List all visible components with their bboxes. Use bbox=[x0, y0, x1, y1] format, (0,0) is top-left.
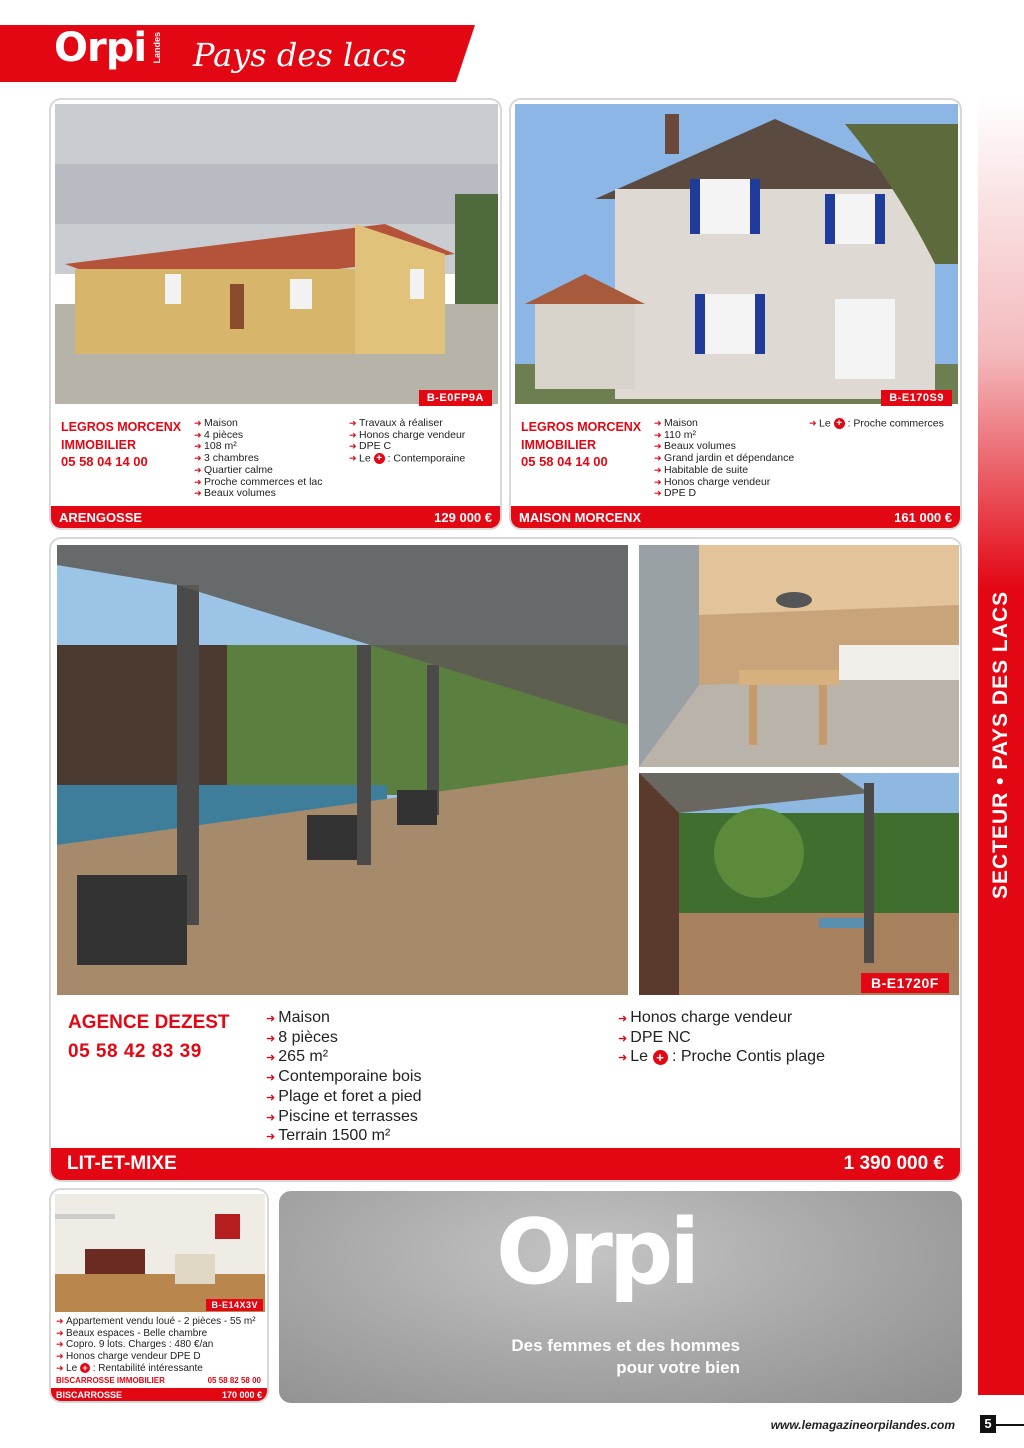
listing-photo-interior bbox=[639, 545, 959, 767]
feature-item: ➜ 8 pièces bbox=[266, 1029, 422, 1049]
listing-card-biscarrosse[interactable] bbox=[49, 1188, 269, 1403]
feature-list bbox=[266, 1009, 422, 1147]
agency-name: AGENCE DEZEST bbox=[68, 1012, 230, 1033]
listing-photo-garden bbox=[639, 773, 959, 995]
feature-item: ➜ Terrain 1500 m² bbox=[266, 1127, 422, 1147]
agency-phone[interactable]: 05 58 82 58 00 bbox=[207, 1376, 261, 1385]
plus-feature bbox=[56, 1363, 256, 1375]
feature-item: ➜ Honos charge vendeur bbox=[618, 1009, 825, 1029]
listing-price: 1 390 000 € bbox=[843, 1153, 944, 1174]
feature-list-2 bbox=[349, 418, 465, 465]
feature-item: ➜ Travaux à réaliser bbox=[349, 418, 465, 430]
feature-item: ➜ Maison bbox=[654, 418, 794, 430]
footer-url[interactable]: www.lemagazineorpilandes.com bbox=[770, 1418, 955, 1432]
listing-photo bbox=[55, 104, 498, 404]
listing-card-morcenx[interactable] bbox=[509, 98, 962, 530]
feature-item: ➜ Maison bbox=[266, 1009, 422, 1029]
promo-tagline bbox=[440, 1335, 740, 1379]
feature-item: ➜ Habitable de suite bbox=[654, 465, 794, 477]
plus-label: Le bbox=[359, 452, 371, 465]
feature-item: ➜ 110 m² bbox=[654, 430, 794, 442]
feature-item: ➜ Beaux volumes bbox=[654, 441, 794, 453]
feature-item: ➜ Quartier calme bbox=[194, 465, 323, 477]
listing-location: MAISON MORCENX bbox=[519, 509, 642, 525]
listing-photo-main bbox=[57, 545, 628, 995]
page-number: 5 bbox=[980, 1415, 996, 1433]
feature-item: ➜ Honos charge vendeur DPE D bbox=[56, 1351, 256, 1363]
agency-phone[interactable]: 05 58 42 83 39 bbox=[68, 1041, 202, 1062]
reference-badge: B-E170S9 bbox=[881, 390, 952, 406]
logo-region: Landes bbox=[152, 32, 162, 64]
feature-item: ➜ Maison bbox=[194, 418, 323, 430]
listing-location: LIT-ET-MIXE bbox=[67, 1153, 177, 1174]
feature-item: ➜ 108 m² bbox=[194, 441, 323, 453]
listing-photo bbox=[515, 104, 958, 404]
feature-list bbox=[654, 418, 794, 500]
feature-list-2 bbox=[618, 1009, 825, 1068]
footer-rule bbox=[996, 1424, 1024, 1426]
feature-list-2 bbox=[809, 418, 944, 430]
feature-list bbox=[194, 418, 323, 500]
promo-tagline-line-1: Des femmes et des hommes bbox=[511, 1336, 740, 1355]
listing-card-lit-et-mixe[interactable] bbox=[49, 537, 962, 1182]
agency-phone[interactable]: 05 58 04 14 00 bbox=[61, 454, 148, 469]
plus-label: Le bbox=[630, 1048, 649, 1066]
plus-icon: + bbox=[653, 1050, 668, 1065]
plus-feature bbox=[618, 1048, 825, 1068]
feature-item: ➜ Honos charge vendeur bbox=[349, 430, 465, 442]
plus-feature bbox=[349, 453, 465, 465]
feature-item: ➜ Plage et foret a pied bbox=[266, 1088, 422, 1108]
listing-footer bbox=[51, 506, 500, 528]
orpi-logo: Orpi bbox=[54, 25, 147, 71]
listing-price: 161 000 € bbox=[894, 509, 952, 525]
feature-item: ➜ Beaux volumes bbox=[194, 488, 323, 500]
listing-footer bbox=[51, 1148, 960, 1180]
listing-card-arengosse[interactable] bbox=[49, 98, 502, 530]
plus-label: Le bbox=[66, 1362, 78, 1374]
plus-icon: + bbox=[80, 1363, 90, 1373]
plus-text: : Proche commerces bbox=[847, 417, 944, 430]
feature-item: ➜ DPE D bbox=[654, 488, 794, 500]
plus-feature bbox=[809, 418, 944, 430]
feature-item: ➜ Honos charge vendeur bbox=[654, 477, 794, 489]
plus-icon: + bbox=[834, 418, 845, 429]
feature-item: ➜ 265 m² bbox=[266, 1048, 422, 1068]
reference-badge: B-E0FP9A bbox=[419, 390, 492, 406]
feature-item: ➜ 3 chambres bbox=[194, 453, 323, 465]
listing-price: 170 000 € bbox=[221, 1389, 262, 1400]
page-title: Pays des lacs bbox=[193, 36, 407, 74]
agency-name: BISCARROSSE IMMOBILIER bbox=[56, 1376, 165, 1385]
promo-tagline-line-2: pour votre bien bbox=[616, 1358, 740, 1377]
listing-photo bbox=[55, 1194, 265, 1312]
listing-location: ARENGOSSE bbox=[59, 509, 143, 525]
feature-item: ➜ Copro. 9 lots. Charges : 480 €/an bbox=[56, 1339, 256, 1351]
feature-item: ➜ Proche commerces et lac bbox=[194, 477, 323, 489]
agency-name: LEGROS MORCENX IMMOBILIER bbox=[61, 420, 182, 452]
listing-location: BISCARROSSE bbox=[56, 1389, 123, 1400]
feature-item: ➜ Beaux espaces - Belle chambre bbox=[56, 1328, 256, 1340]
plus-text: : Rentabilité intéressante bbox=[92, 1362, 203, 1374]
feature-item: ➜ Piscine et terrasses bbox=[266, 1108, 422, 1128]
listing-footer bbox=[51, 1388, 267, 1401]
plus-text: : Proche Contis plage bbox=[671, 1048, 825, 1066]
sidebar-label: SECTEUR • PAYS DES LACS bbox=[989, 590, 1012, 900]
plus-icon: + bbox=[374, 453, 385, 464]
agency-name: LEGROS MORCENX IMMOBILIER bbox=[521, 420, 642, 452]
listing-price: 129 000 € bbox=[434, 509, 492, 525]
feature-item: ➜ DPE NC bbox=[618, 1029, 825, 1049]
feature-item: ➜ 4 pièces bbox=[194, 430, 323, 442]
reference-badge: B-E1720F bbox=[861, 973, 949, 993]
agency-phone[interactable]: 05 58 04 14 00 bbox=[521, 454, 608, 469]
feature-list bbox=[56, 1316, 256, 1375]
reference-badge: B-E14X3V bbox=[206, 1299, 263, 1311]
feature-item: ➜ Contemporaine bois bbox=[266, 1068, 422, 1088]
plus-label: Le bbox=[819, 417, 831, 430]
feature-item: ➜ Appartement vendu loué - 2 pièces - 55 m² bbox=[56, 1316, 256, 1328]
feature-item: ➜ DPE C bbox=[349, 441, 465, 453]
feature-item: ➜ Grand jardin et dépendance bbox=[654, 453, 794, 465]
plus-text: : Contemporaine bbox=[387, 452, 466, 465]
listing-footer bbox=[511, 506, 960, 528]
promo-logo: Orpi bbox=[496, 1200, 697, 1305]
